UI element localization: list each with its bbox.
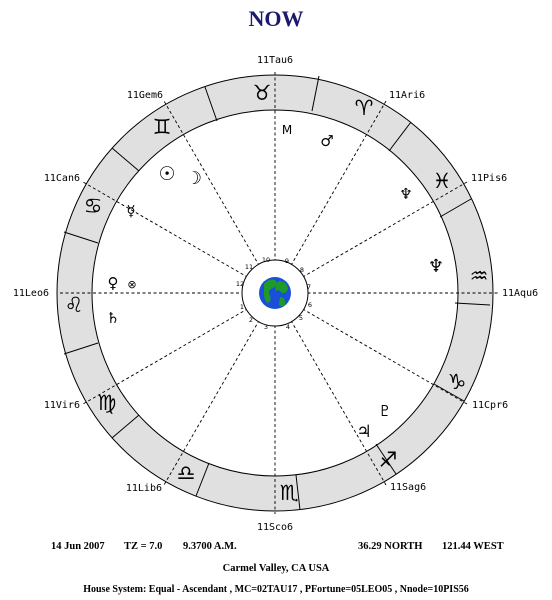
- house-number: 6: [307, 301, 313, 309]
- date-text: 14 Jun 2007: [51, 541, 105, 552]
- cusp-label-bottom-right: 11Sag6: [390, 482, 427, 493]
- leo-icon: ♌: [64, 293, 84, 317]
- cusp-label-top-right: 11Ari6: [389, 90, 426, 101]
- cusp-label-right-upper: 11Pis6: [471, 173, 508, 184]
- location-text: Carmel Valley, CA USA: [222, 563, 330, 574]
- chart-title: NOW: [248, 6, 304, 31]
- house-number: 9: [284, 257, 290, 265]
- house-number: 11: [244, 263, 254, 271]
- libra-icon: ♎: [176, 461, 196, 485]
- house-number: 8: [299, 266, 305, 274]
- moon-icon: ☽: [185, 168, 203, 189]
- cusp-label-left-upper: 11Can6: [43, 173, 80, 184]
- pisces-icon: ♓: [432, 169, 452, 193]
- jupiter-icon: ♃: [356, 422, 372, 442]
- midheaven-label: M: [281, 123, 293, 137]
- neptune-icon: ♆: [427, 256, 445, 277]
- cancer-icon: ♋: [83, 194, 103, 218]
- mercury-icon: ☿: [126, 202, 136, 220]
- house-number: 1: [239, 303, 245, 311]
- house-number: 10: [261, 256, 271, 264]
- house-number: 3: [263, 323, 269, 331]
- cusp-label-bottom-left: 11Lib6: [125, 483, 162, 494]
- cusp-label-top-left: 11Gem6: [126, 90, 163, 101]
- house-system-text: House System: Equal - Ascendant , MC=02TAU17 , PFortune=05LEO05 , Nnode=10PIS56: [83, 584, 469, 595]
- sun-icon: ☉: [158, 163, 176, 185]
- scorpio-icon: ♏: [279, 481, 299, 505]
- saturn-icon: ♄: [106, 309, 120, 327]
- aries-icon: ♈: [354, 96, 374, 120]
- house-number: 5: [298, 314, 304, 322]
- capricorn-icon: ♑: [447, 370, 467, 394]
- gemini-icon: ♊: [152, 115, 172, 139]
- time-text: 9.3700 A.M.: [183, 541, 237, 552]
- taurus-icon: ♉: [252, 81, 272, 105]
- cusp-label-bottom: 11Sco6: [256, 522, 294, 533]
- cusp-label-left-lower: 11Vir6: [43, 400, 80, 411]
- venus-icon: ♀: [107, 274, 119, 292]
- virgo-icon: ♍: [97, 391, 117, 415]
- fortune-icon: ⊗: [127, 278, 137, 291]
- cusp-label-left: 11Leo6: [12, 288, 49, 299]
- cusp-label-top: 11Tau6: [256, 55, 294, 66]
- cusp-label-right-lower: 11Cpr6: [472, 400, 509, 411]
- timezone-text: TZ = 7.0: [124, 541, 163, 552]
- latitude-text: 36.29 NORTH: [358, 541, 423, 552]
- mars-icon: ♂: [320, 132, 334, 150]
- pluto-icon: ♇: [378, 402, 392, 420]
- earth-icon: [259, 277, 291, 309]
- house-number: 4: [285, 323, 291, 331]
- longitude-text: 121.44 WEST: [442, 541, 504, 552]
- cusp-label-right: 11Aqu6: [502, 288, 539, 299]
- house-number: 12: [235, 280, 245, 288]
- neptune-upper-icon: ♆: [399, 185, 413, 203]
- house-number: 7: [306, 283, 312, 291]
- sagittarius-icon: ♐: [378, 448, 398, 472]
- aquarius-icon: ♒: [469, 264, 489, 288]
- house-number: 2: [248, 316, 254, 324]
